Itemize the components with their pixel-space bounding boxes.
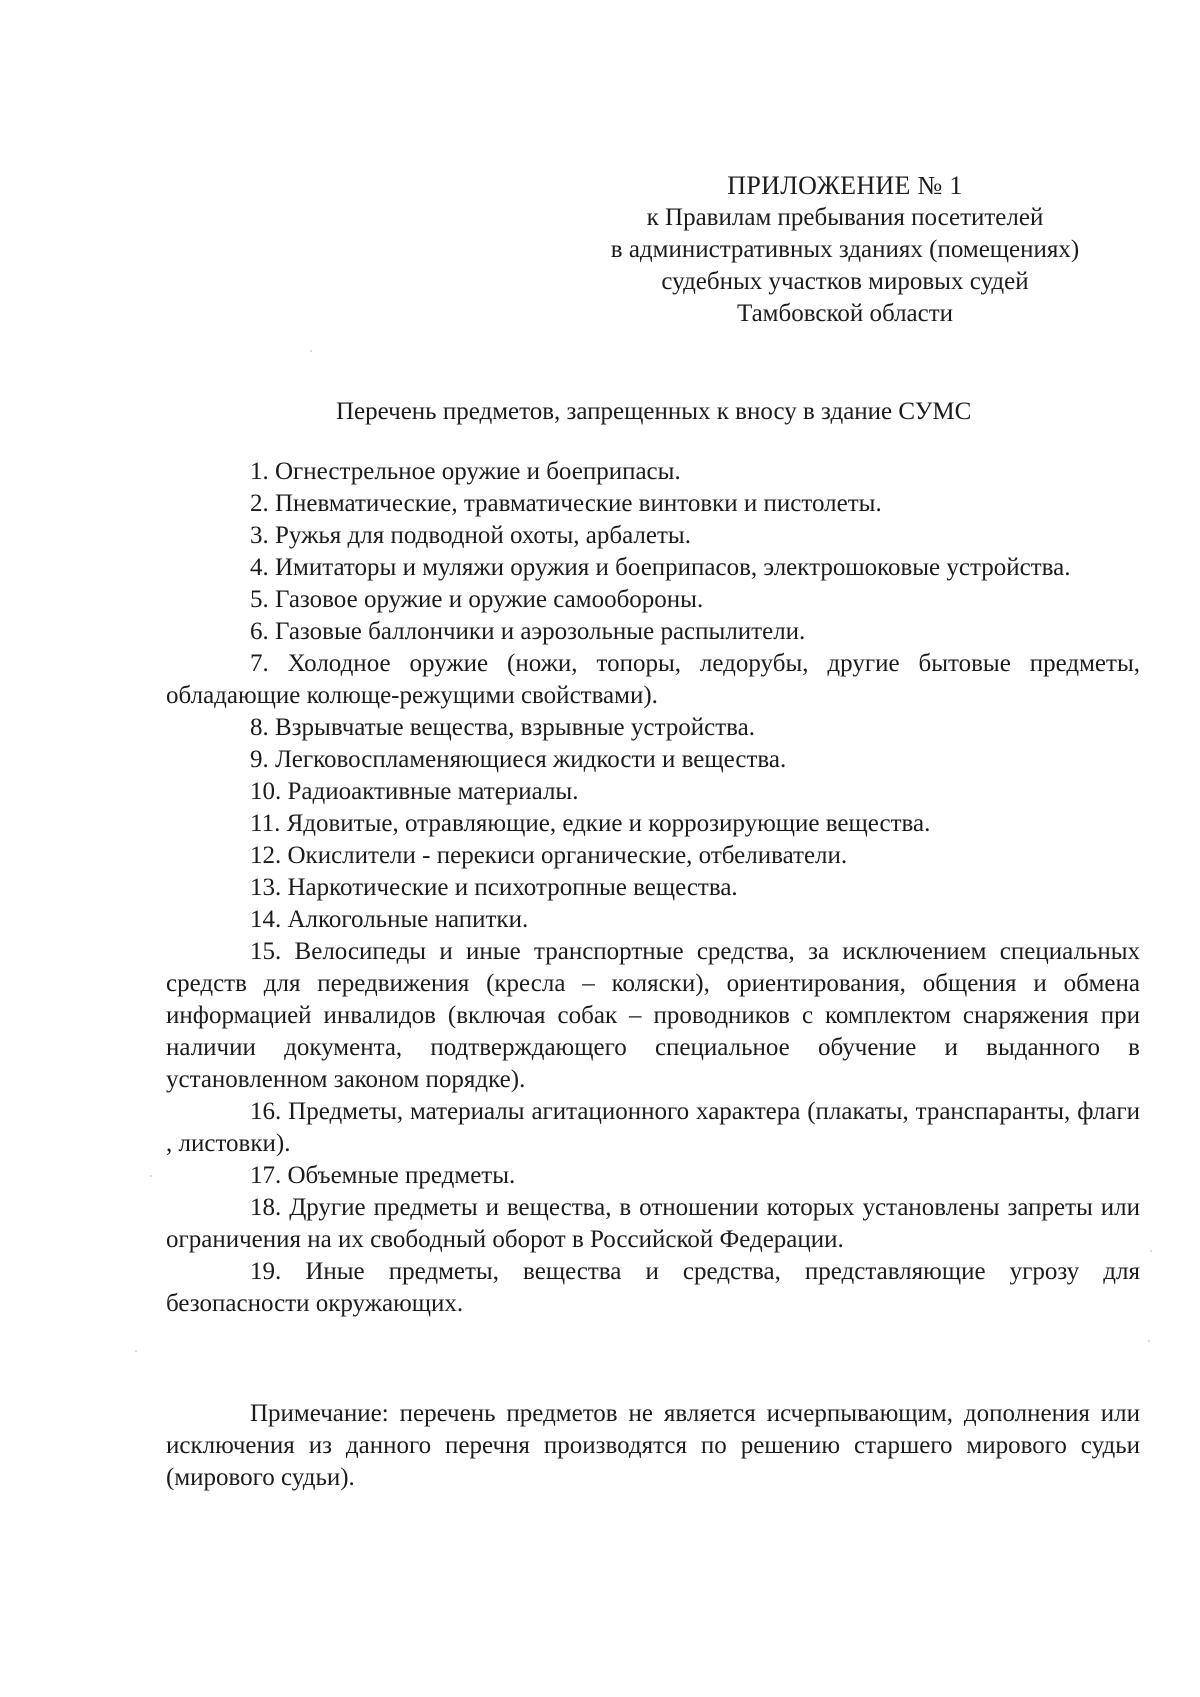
scan-speck [150,1175,152,1177]
note-paragraph: Примечание: перечень предметов не является исчерпывающим, дополнения или исключения из данного перечня производятся по решению старшего мирового судьи (мирового судьи). [166,1400,1140,1491]
appendix-header [560,170,1130,330]
list-item: 1. Огнестрельное оружие и боеприпасы. [250,458,681,485]
list-item: 2. Пневматические, травматические винтовки и пистолеты. [250,490,882,517]
list-item: 16. Предметы, материалы агитационного характера (плакаты, транспаранты, флаги , листовки). [166,1098,1140,1157]
appendix-line: в административных зданиях (помещениях) [610,236,1080,263]
list-item: 13. Наркотические и психотропные вещества. [250,874,738,901]
document-title: Перечень предметов, запрещенных к вносу в здание СУМС [336,398,972,425]
list-item: 19. Иные предметы, вещества и средства, представляющие угрозу для безопасности окружающих. [166,1258,1140,1317]
list-item: 3. Ружья для подводной охоты, арбалеты. [250,522,691,549]
scan-speck [1150,1250,1152,1252]
list-item: 15. Велосипеды и иные транспортные средства, за исключением специальных средств для передвижения (кресла – коляски), ориентирования, общения и обмена информацией инвалидов (включая собак – проводников с комплектом снаряжения при наличии документа, подтверждающего специальное обучение и выданного в установленном законом порядке). [166,938,1140,1093]
list-item: 14. Алкогольные напитки. [250,906,529,933]
list-item: 9. Легковоспламеняющиеся жидкости и вещества. [250,746,787,773]
list-item: 11. Ядовитые, отравляющие, едкие и коррозирующие вещества. [250,810,931,837]
scan-speck [135,1350,137,1352]
list-item: 5. Газовое оружие и оружие самообороны. [250,586,704,613]
appendix-heading: ПРИЛОЖЕНИЕ № 1 [727,171,963,200]
prohibited-items-list [166,456,1140,1320]
appendix-line: судебных участков мировых судей [661,268,1029,295]
scan-speck [1148,1340,1150,1342]
appendix-line: к Правилам пребывания посетителей [646,204,1044,231]
scan-speck [310,350,312,352]
list-item: 7. Холодное оружие (ножи, топоры, ледорубы, другие бытовые предметы, обладающие колюще-режущими свойствами). [166,650,1140,709]
list-item: 17. Объемные предметы. [250,1162,516,1189]
list-item: 4. Имитаторы и муляжи оружия и боеприпасов, электрошоковые устройства. [250,554,1071,581]
appendix-line: Тамбовской области [736,300,954,327]
list-item: 8. Взрывчатые вещества, взрывные устройства. [250,714,755,741]
list-item: 12. Окислители - перекиси органические, отбеливатели. [250,842,848,869]
list-item: 10. Радиоактивные материалы. [250,778,579,805]
list-item: 18. Другие предметы и вещества, в отношении которых установлены запреты или ограничения на их свободный оборот в Российской Федерации. [166,1194,1140,1253]
list-item: 6. Газовые баллончики и аэрозольные распылители. [250,618,806,645]
